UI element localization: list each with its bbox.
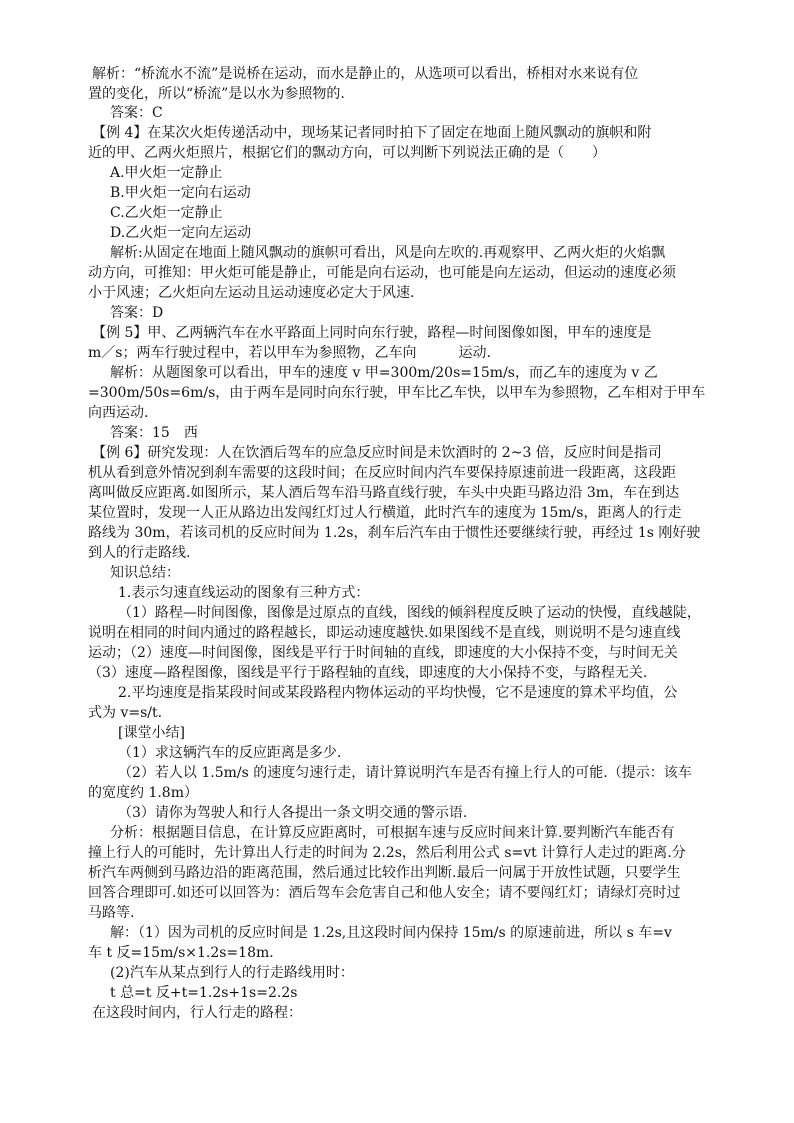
text-line: 置的变化，所以“桥流”是以水为参照物的. [88,86,345,102]
text-line: 解析：从题图象可以看出，甲车的速度 v 甲=300m/20s=15m/s，而乙车的速度为 v 乙 [110,365,658,381]
text-line: 的宽度约 1.8m） [88,785,198,801]
text-line: 解：（1）因为司机的反应时间是 1.2s,且这段时间内保持 15m/s 的原速前进，所以 s 车=v [110,925,672,941]
text-line: A.甲火炬一定静止 [110,165,223,181]
text-line: 回答合理即可.如还可以回答为：酒后驾车会危害自己和他人安全；请不要闯红灯；请绿灯亮时过 [88,885,681,901]
text-line: 解析：“桥流水不流”是说桥在运动，而水是静止的，从选项可以看出，桥相对水来说有位 [92,66,639,82]
text-line: 车 t 反=15m/s×1.2s=18m. [88,945,274,961]
text-line: (2)汽车从某点到行人的行走路线用时： [110,965,354,981]
text-line: 式为 v=s/t. [88,705,163,721]
text-line: （3）请你为驾驶人和行人各提出一条文明交通的警示语. [118,805,468,821]
text-line: 动方向，可推知：甲火炬可能是静止，可能是向右运动，也可能是向左运动，但运动的速度必须 [88,265,676,281]
text-line: 某位置时，发现一人正从路边出发闯红灯过人行横道，此时汽车的速度为 15m/s，距离人的行走 [88,505,682,521]
text-line: 路线为 30m，若该司机的反应时间为 1.2s，刹车后汽车由于惯性还要继续行驶，再经过 1s 刚好驶 [88,525,701,541]
text-line: C.乙火炬一定静止 [110,205,223,221]
text-line: 答案：15 西 [110,425,198,441]
text-line: （2）若人以 1.5m/s 的速度匀速行走，请计算说明汽车是否有撞上行人的可能.（提示：该车 [118,765,692,781]
text-line: 小于风速；乙火炬向左运动且运动速度必定大于风速. [88,285,415,301]
text-line: D.乙火炬一定向左运动 [110,225,252,241]
text-line: 【例 6】研究发现：人在饮酒后驾车的应急反应时间是未饮酒时的 2~3 倍，反应时间是指司 [92,445,662,461]
text-line: 2.平均速度是指某段时间或某段路程内物体运动的平均快慢，它不是速度的算术平均值，公 [118,685,678,701]
text-line: 向西运动. [88,405,149,421]
text-line: 1.表示匀速直线运动的图象有三种方式： [118,585,370,601]
text-line: m／s；两车行驶过程中，若以甲车为参照物，乙车向 运动. [88,345,491,361]
text-line: 运动；（2）速度—时间图像，图线是平行于时间轴的直线，即速度的大小保持不变，与时间无关 [88,645,678,661]
text-line: 马路等. [88,905,135,921]
text-line: 说明在相同的时间内通过的路程越长，即运动速度越快.如果图线不是直线，则说明不是匀速直线 [88,625,681,641]
text-line: 离叫做反应距离.如图所示，某人酒后驾车沿马路直线行驶，车头中央距马路边沿 3m，车在到达 [88,485,680,501]
text-line: 【例 4】在某次火炬传递活动中，现场某记者同时拍下了固定在地面上随风飘动的旗帜和附 [92,125,652,141]
text-line: =300m/50s=6m/s，由于两车是同时向东行驶，甲车比乙车快，以甲车为参照物，乙车相对于甲车 [88,385,706,401]
text-line: 分析：根据题目信息，在计算反应距离时，可根据车速与反应时间来计算.要判断汽车能否有 [110,825,675,841]
text-line: 到人的行走路线. [88,545,191,561]
text-line: 答案：D [110,305,164,321]
text-line: 【例 5】甲、乙两辆汽车在水平路面上同时向东行驶，路程—时间图像如图，甲车的速度是 [92,325,652,341]
text-line: 在这段时间内，行人行走的路程： [92,1005,302,1021]
text-line: （1）路程—时间图像，图像是过原点的直线，图线的倾斜程度反映了运动的快慢，直线越陡， [118,605,701,621]
text-line: 知识总结： [110,565,180,581]
text-line: 解析:从固定在地面上随风飘动的旗帜可看出，风是向左吹的.再观察甲、乙两火炬的火焰飘 [110,245,666,261]
text-line: 机从看到意外情况到刹车需要的这段时间；在反应时间内汽车要保持原速前进一段距离，这段距 [88,465,676,481]
text-line: （3）速度—路程图像，图线是平行于路程轴的直线，即速度的大小保持不变，与路程无关. [88,665,648,681]
text-line: 近的甲、乙两火炬照片，根据它们的飘动方向，可以判断下列说法正确的是（ ） [88,145,606,161]
text-line: 答案：C [110,105,163,121]
text-line: 撞上行人的可能时，先计算出人行走的时间为 2.2s，然后利用公式 s=vt 计算行人走过的距离.分 [88,845,686,861]
text-line: t 总=t 反+t=1.2s+1s=2.2s [110,985,298,1001]
text-line: 析汽车两侧到马路边沿的距离范围，然后通过比较作出判断.最后一问属于开放性试题，只要学生 [88,865,681,881]
text-line: B.甲火炬一定向右运动 [110,185,251,201]
text-line: （1）求这辆汽车的反应距离是多少. [118,745,342,761]
text-line: [课堂小结] [118,725,185,741]
